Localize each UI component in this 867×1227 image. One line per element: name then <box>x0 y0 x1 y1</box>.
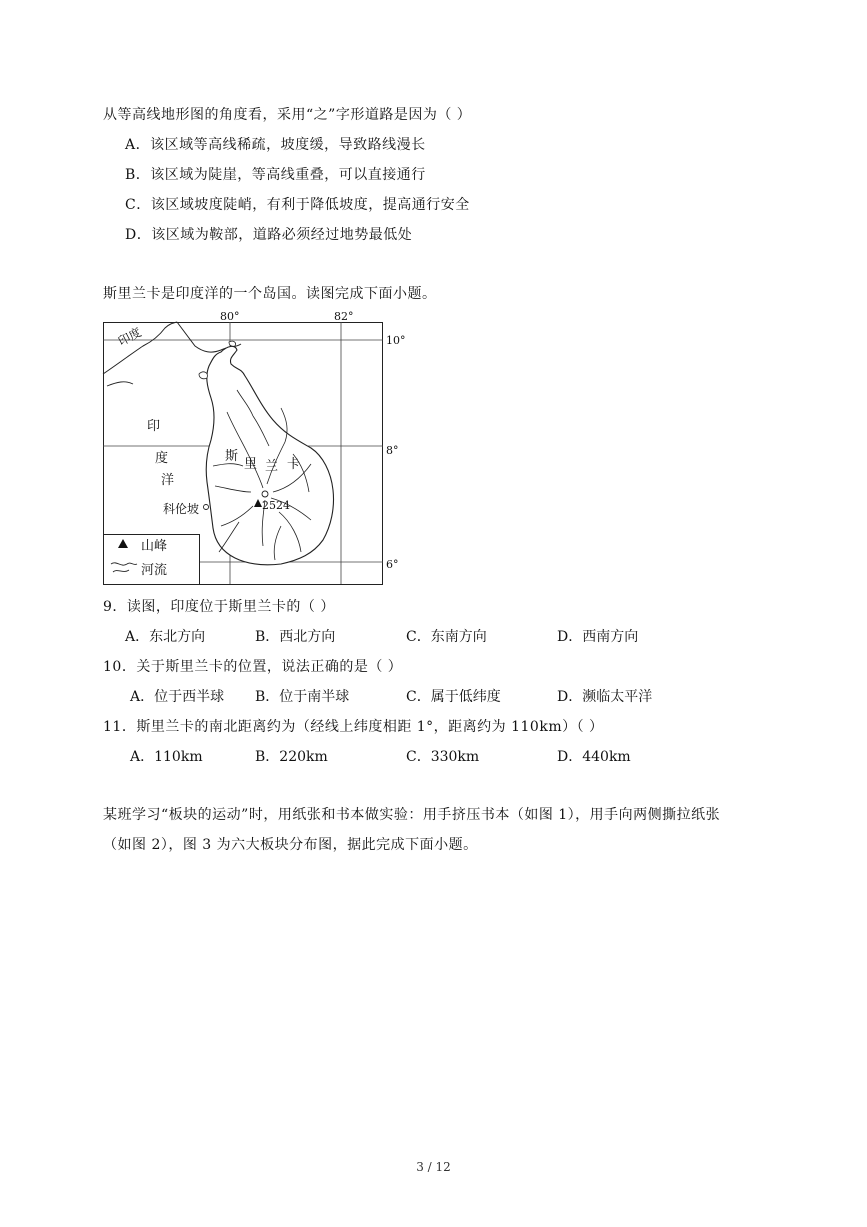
lat-label-8: 8° <box>386 444 399 457</box>
colombo-label: 科伦坡 <box>163 502 200 516</box>
q9-option-d: D．西南方向 <box>557 629 639 645</box>
question-stem-zigzag-road: 从等高线地形图的角度看，采用“之”字形道路是因为（ ） <box>103 107 472 123</box>
q9-option-b: B．西北方向 <box>255 629 336 645</box>
q9-stem: 9．读图，印度位于斯里兰卡的（ ） <box>103 599 335 615</box>
option-d: D．该区域为鞍部，道路必须经过地势最低处 <box>125 227 413 243</box>
lon-label-80: 80° <box>220 310 240 323</box>
india-label: 印度 <box>115 325 144 349</box>
lon-label-82: 82° <box>334 310 354 323</box>
srilanka-intro: 斯里兰卡是印度洋的一个岛国。读图完成下面小题。 <box>103 286 437 302</box>
country-char-1: 斯 <box>225 449 239 464</box>
q10-option-b: B．位于南半球 <box>255 689 350 705</box>
country-char-3: 兰 <box>265 459 279 474</box>
ocean-char-2: 度 <box>155 451 169 466</box>
option-b: B．该区域为陡崖，等高线重叠，可以直接通行 <box>125 167 426 183</box>
sri-lanka-map <box>103 310 406 588</box>
q9-option-c: C．东南方向 <box>406 629 487 645</box>
plate-intro-line2: （如图 2），图 3 为六大板块分布图，据此完成下面小题。 <box>103 837 478 853</box>
q11-option-c: C．330km <box>406 749 480 765</box>
peak-elevation: 2524 <box>262 499 290 512</box>
q11-option-d: D．440km <box>557 749 631 765</box>
q11-stem: 11．斯里兰卡的南北距离约为（经线上纬度相距 1°，距离约为 110km）（ ） <box>103 719 604 735</box>
option-c: C．该区域坡度陡峭，有利于降低坡度，提高通行安全 <box>125 197 470 213</box>
ocean-char-3: 洋 <box>161 473 175 488</box>
q11-option-a: A．110km <box>130 749 203 765</box>
legend-peak-label: 山峰 <box>141 539 168 554</box>
colombo-marker <box>204 505 209 510</box>
q10-option-d: D．濒临太平洋 <box>557 689 653 705</box>
lat-label-10: 10° <box>386 334 406 347</box>
central-circle-marker <box>262 491 268 497</box>
plate-intro-line1: 某班学习“板块的运动”时，用纸张和书本做实验：用手挤压书本（如图 1），用手向两侧撕拉纸张 <box>103 807 721 823</box>
q10-option-c: C．属于低纬度 <box>406 689 501 705</box>
q10-option-a: A．位于西半球 <box>130 689 225 705</box>
country-char-4: 卡 <box>287 457 301 472</box>
legend-river-label: 河流 <box>141 563 168 578</box>
q11-option-b: B．220km <box>255 749 328 765</box>
q9-option-a: A．东北方向 <box>125 629 206 645</box>
lat-label-6: 6° <box>386 558 399 571</box>
ocean-char-1: 印 <box>147 419 161 434</box>
option-a: A．该区域等高线稀疏，坡度缓，导致路线漫长 <box>125 137 426 153</box>
map-legend <box>104 535 200 585</box>
page-number: 3 / 12 <box>416 1160 451 1174</box>
country-char-2: 里 <box>244 457 258 472</box>
q10-stem: 10．关于斯里兰卡的位置，说法正确的是（ ） <box>103 659 403 675</box>
